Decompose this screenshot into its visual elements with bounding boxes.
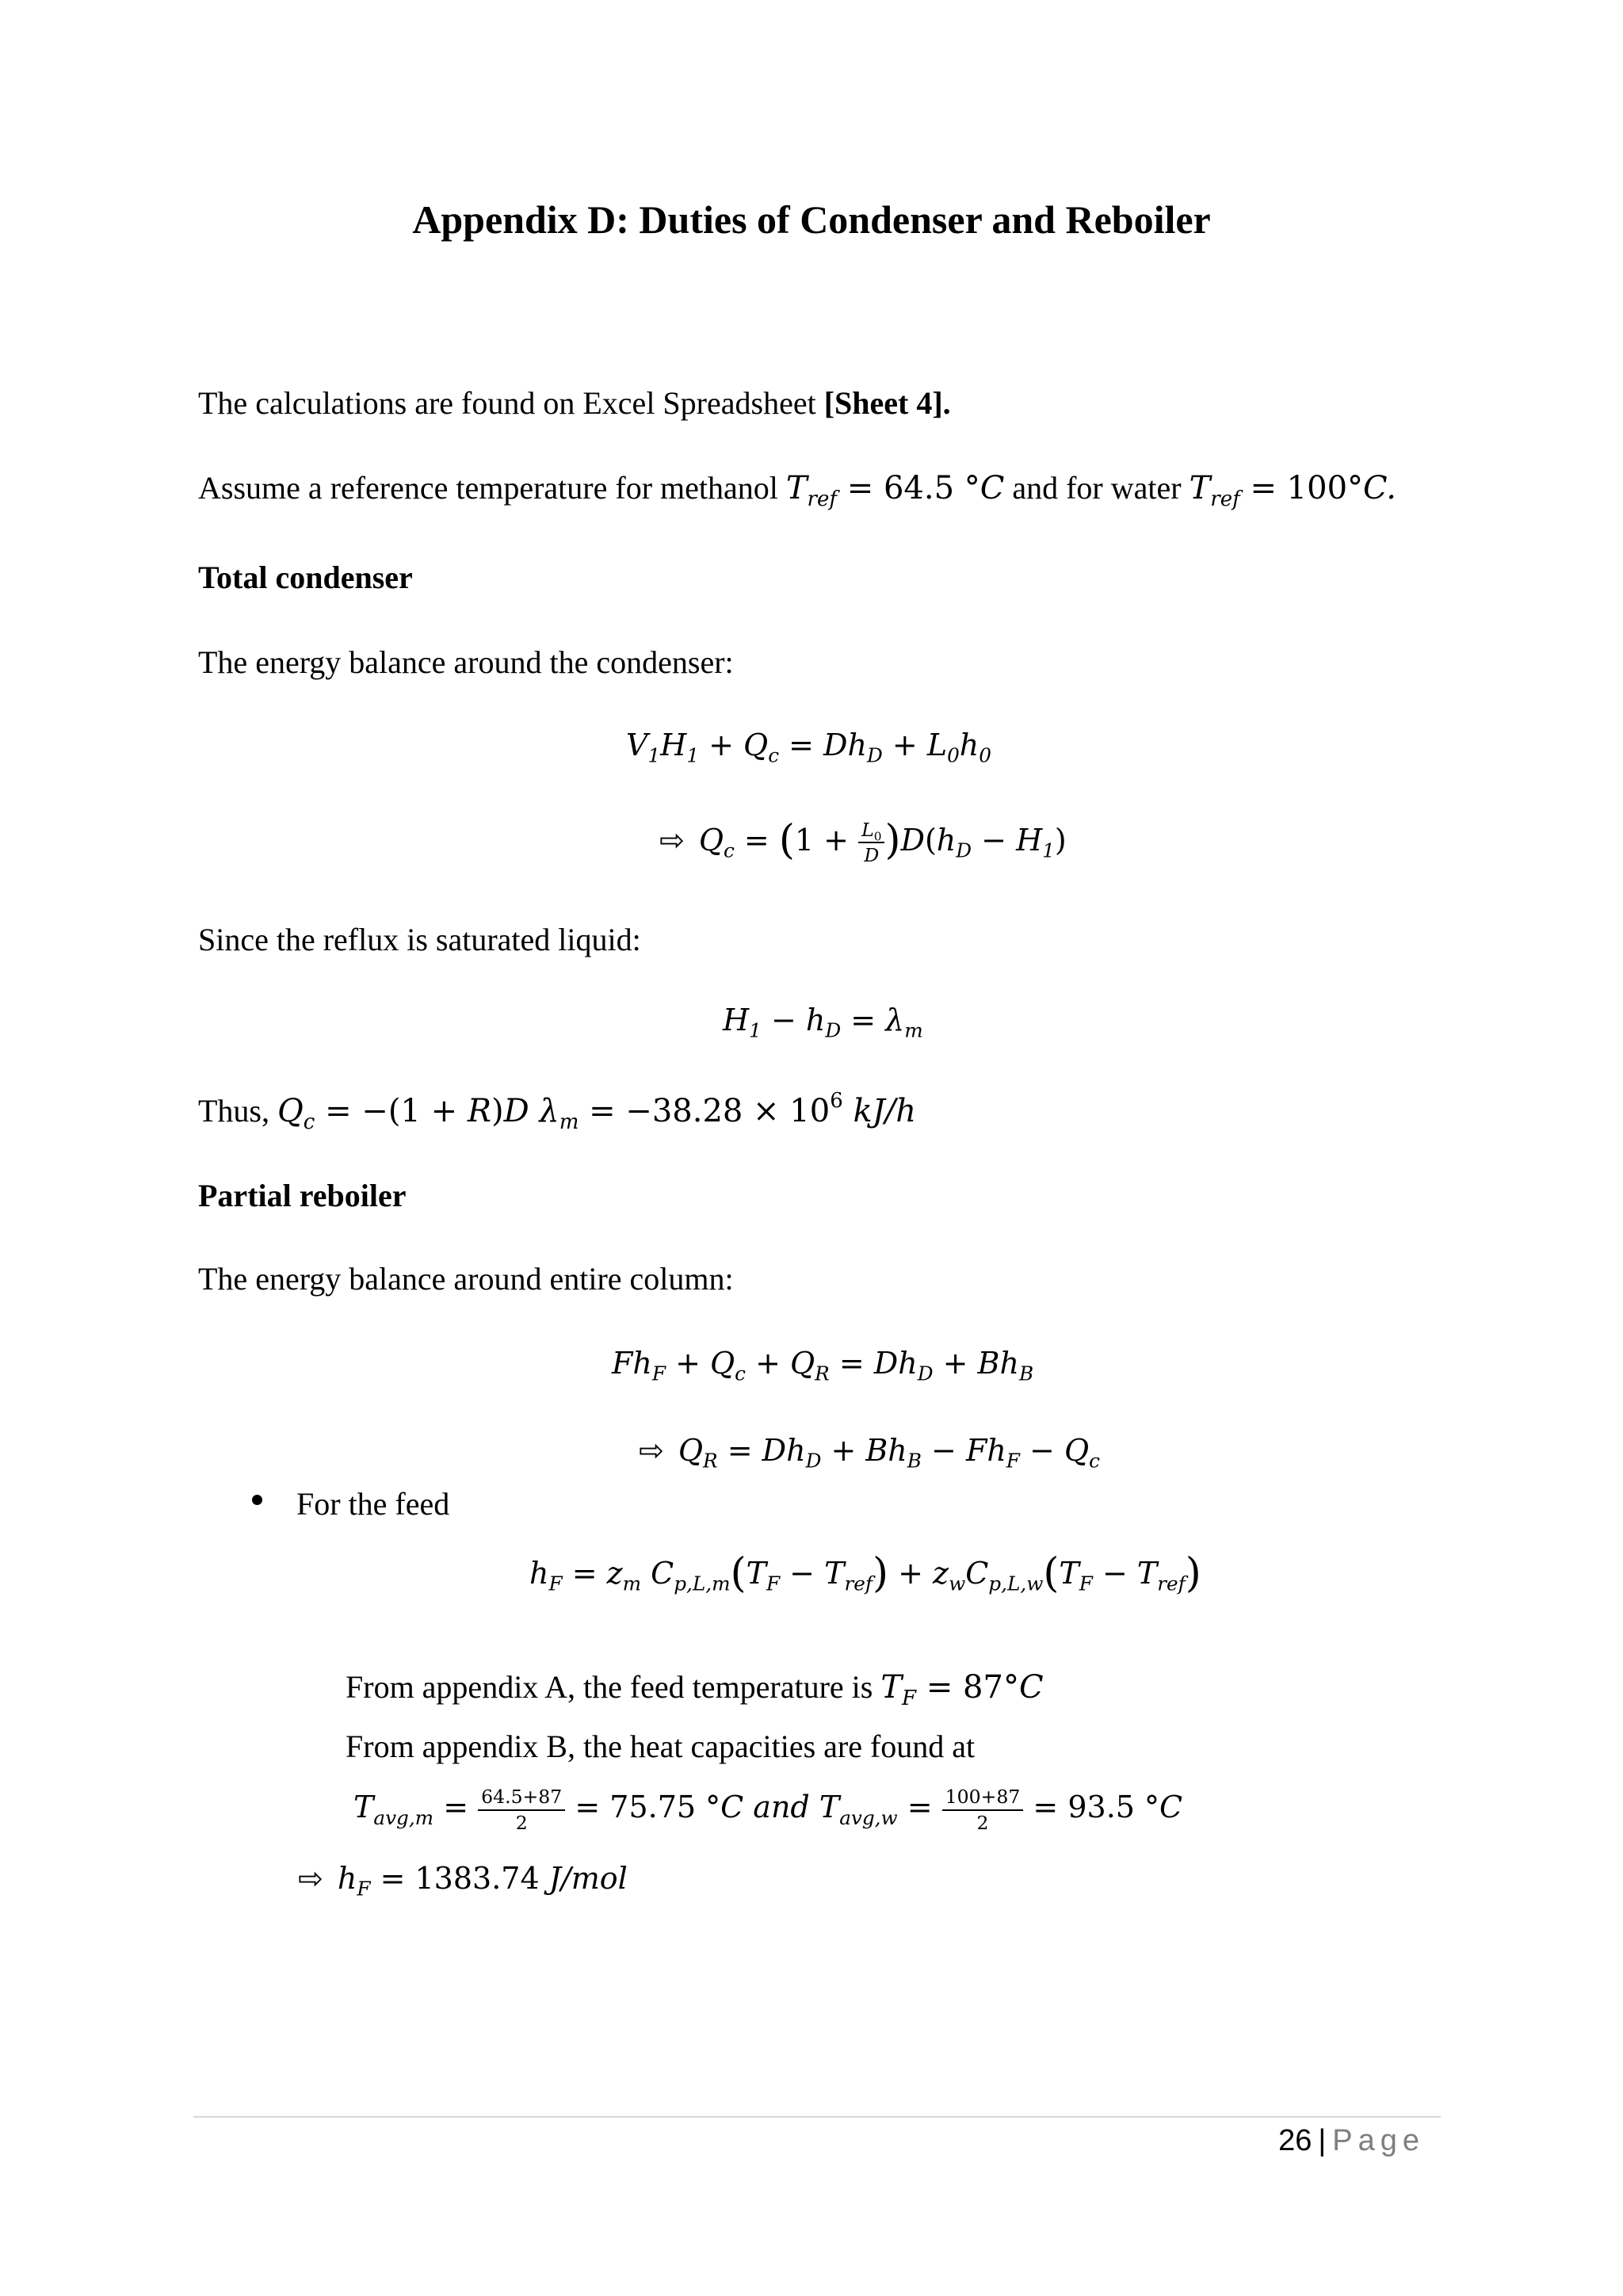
implies-arrow-icon: ⇨ — [659, 822, 685, 858]
column-balance-text: The energy balance around entire column: — [198, 1261, 734, 1297]
tref-water-eq: $T_{ref} = 100^\circ C$. — [1189, 470, 1396, 512]
footer-divider — [193, 2116, 1441, 2118]
intro-text: The calculations are found on Excel Spreadsheet — [198, 385, 824, 421]
page-label: Page — [1332, 2124, 1425, 2157]
intro-paragraph — [198, 384, 951, 422]
thus-text: Thus, — [198, 1093, 277, 1129]
page-title: Appendix D: Duties of Condenser and Reboiler — [412, 197, 1211, 242]
implies-arrow-icon: ⇨ — [639, 1433, 664, 1468]
heat-capacity-text: From appendix B, the heat capacities are found at — [346, 1729, 976, 1764]
tavg-w-numerator: 100+87 — [942, 1785, 1024, 1811]
latent-heat-equation: $H_1 - h_D = \lambda_m$ — [723, 1003, 923, 1042]
qr-equation: ⇨ $Q_R = Dh_D + Bh_B - Fh_F - Q_c$ — [639, 1433, 1100, 1473]
condenser-balance-equation: $V_1H_1 + Q_c = Dh_D + L_0h_0$ — [626, 728, 991, 767]
tavg-w-value: = 93.5 ° — [1033, 1790, 1160, 1825]
qc-equation: ⇨ $Q_c = (1$ + $\frac{L_0}{D}$ )$D(h_D - H_1)$ — [659, 816, 1067, 867]
tref-methanol-value: = 64.5 ° — [846, 470, 980, 506]
bullet-feed-text: For the feed — [296, 1486, 450, 1522]
qc-exponent: 6 — [830, 1088, 843, 1113]
page-number: 26 — [1278, 2124, 1312, 2157]
implies-arrow-icon: ⇨ — [298, 1861, 323, 1896]
footer-separator: | — [1318, 2124, 1327, 2157]
tref-water-value: = 100° — [1250, 470, 1364, 506]
page-footer — [1278, 2124, 1425, 2158]
condenser-balance-text: The energy balance around the condenser: — [198, 644, 734, 680]
feed-temp-value: = 87° — [926, 1669, 1019, 1706]
tref-methanol-eq: $T_{ref} = 64.5$ °C — [785, 470, 1005, 512]
qc-result — [198, 1088, 916, 1135]
sheet-reference: [Sheet 4]. — [823, 385, 951, 421]
reflux-text: Since the reflux is saturated liquid: — [198, 922, 641, 957]
section-heading-condenser: Total condenser — [198, 560, 413, 595]
assumption-paragraph — [198, 469, 1396, 512]
qc-result-equation: $Q_c = -(1 + R)D$ $\lambda_m = -38.28 \times 10^6$ kJ/h — [277, 1088, 916, 1135]
qc-unit: kJ/h — [853, 1093, 916, 1129]
tavg-m-denominator: 2 — [515, 1811, 528, 1834]
hf-unit: J/mol — [548, 1861, 628, 1896]
assume-text-2: and for water — [1004, 470, 1190, 506]
feed-temp-text: From appendix A, the feed temperature is — [346, 1669, 881, 1705]
hf-value: = 1383.74 — [380, 1861, 549, 1896]
column-balance-equation: $Fh_F + Q_c + Q_R = Dh_D + Bh_B$ — [612, 1346, 1034, 1385]
bullet-icon — [252, 1495, 262, 1505]
feed-temperature-line — [346, 1668, 1044, 1711]
qc-value: = −38.28 × 10 — [589, 1093, 831, 1129]
feed-temp-eq: $T_F = 87^\circ C$ — [880, 1669, 1044, 1711]
feed-enthalpy-result: ⇨ $h_F = 1383.74$ J/mol — [298, 1861, 628, 1901]
assume-text-1: Assume a reference temperature for methanol — [198, 470, 786, 506]
tavg-m-numerator: 64.5+87 — [478, 1785, 565, 1811]
and-word: and — [753, 1790, 810, 1825]
feed-enthalpy-equation: $h_F = z_m$ $C_{p,L,m}(T_F - T_{ref}) + z_wC_{p,L,w}(T_F - T_{ref})$ — [529, 1549, 1201, 1597]
section-heading-reboiler: Partial reboiler — [198, 1178, 407, 1213]
tavg-m-value: = 75.75 ° — [575, 1790, 721, 1825]
tavg-w-denominator: 2 — [976, 1811, 989, 1834]
average-temperature-equation: $T_{avg,m}$ = $\frac{64.5+87}{2}$ = 75.75 °C and $T_{avg,w}$ = $\frac{100+87}{2}$ = 93.5 °C — [353, 1786, 1183, 1834]
